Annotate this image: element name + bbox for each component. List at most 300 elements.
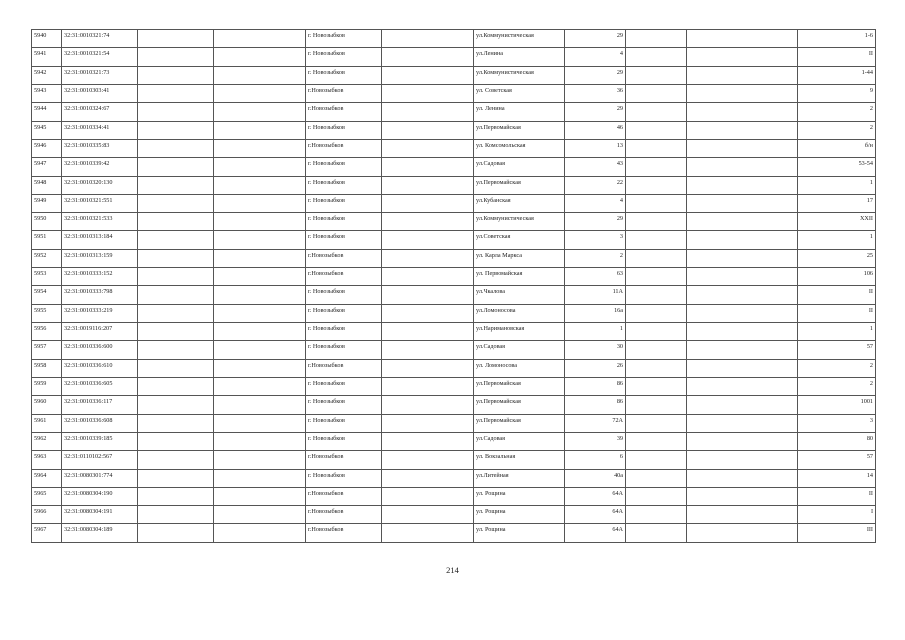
- cell-blank-col-4: [214, 341, 306, 359]
- cell-blank-col-4: [214, 377, 306, 395]
- cell-record-number: 5966: [32, 506, 62, 524]
- cell-street: ул.Коммунистическая: [474, 30, 565, 48]
- table-body: [32, 30, 876, 543]
- cell-blank-col-10: [687, 359, 798, 377]
- cell-blank-col-10: [687, 121, 798, 139]
- cell-blank-col-3: [138, 249, 214, 267]
- cell-cadastral-number: 32:31:0010339:42: [62, 158, 138, 176]
- cell-record-number: 5950: [32, 213, 62, 231]
- cell-blank-col-10: [687, 48, 798, 66]
- cell-blank-col-3: [138, 341, 214, 359]
- cell-house-number: 1: [565, 323, 626, 341]
- cell-settlement: г.Новозыбков: [306, 84, 382, 102]
- cell-blank-col-9: [626, 286, 687, 304]
- cell-settlement: г. Новозыбков: [306, 30, 382, 48]
- cell-blank-col-10: [687, 268, 798, 286]
- cell-record-number: 5941: [32, 48, 62, 66]
- cell-blank-col-10: [687, 66, 798, 84]
- cell-cadastral-number: 32:31:0010320:130: [62, 176, 138, 194]
- cell-settlement: г. Новозыбков: [306, 341, 382, 359]
- cell-blank-col-9: [626, 268, 687, 286]
- cell-house-number: 63: [565, 268, 626, 286]
- table-row: [32, 30, 876, 48]
- cell-premises-number: 1: [798, 231, 876, 249]
- cell-blank-col-9: [626, 158, 687, 176]
- cell-blank-col-6: [382, 139, 474, 157]
- cell-blank-col-9: [626, 469, 687, 487]
- cell-blank-col-9: [626, 194, 687, 212]
- cell-street: ул.Первомайская: [474, 176, 565, 194]
- cell-street: ул.Литейная: [474, 469, 565, 487]
- cell-record-number: 5962: [32, 432, 62, 450]
- cell-settlement: г. Новозыбков: [306, 194, 382, 212]
- cell-house-number: 29: [565, 30, 626, 48]
- cell-premises-number: 2: [798, 359, 876, 377]
- cell-premises-number: II: [798, 48, 876, 66]
- cell-record-number: 5963: [32, 451, 62, 469]
- cell-house-number: 22: [565, 176, 626, 194]
- cell-settlement: г. Новозыбков: [306, 304, 382, 322]
- cell-blank-col-9: [626, 377, 687, 395]
- cell-blank-col-3: [138, 158, 214, 176]
- cell-blank-col-4: [214, 524, 306, 543]
- table-row: [32, 231, 876, 249]
- cell-blank-col-9: [626, 121, 687, 139]
- cell-blank-col-4: [214, 84, 306, 102]
- cell-blank-col-6: [382, 30, 474, 48]
- cell-blank-col-10: [687, 414, 798, 432]
- cell-cadastral-number: 32:31:0080301:774: [62, 469, 138, 487]
- cell-house-number: 16а: [565, 304, 626, 322]
- cell-settlement: г. Новозыбков: [306, 231, 382, 249]
- cell-record-number: 5948: [32, 176, 62, 194]
- cell-blank-col-10: [687, 487, 798, 505]
- table-row: [32, 414, 876, 432]
- cell-settlement: г. Новозыбков: [306, 66, 382, 84]
- cell-blank-col-4: [214, 103, 306, 121]
- cell-house-number: 4: [565, 194, 626, 212]
- cell-cadastral-number: 32:31:0010313:184: [62, 231, 138, 249]
- cell-blank-col-6: [382, 341, 474, 359]
- cell-blank-col-9: [626, 66, 687, 84]
- cell-premises-number: II: [798, 286, 876, 304]
- cell-blank-col-4: [214, 268, 306, 286]
- cell-record-number: 5961: [32, 414, 62, 432]
- cell-blank-col-3: [138, 48, 214, 66]
- cell-blank-col-6: [382, 249, 474, 267]
- cell-record-number: 5942: [32, 66, 62, 84]
- cell-premises-number: 57: [798, 341, 876, 359]
- cell-blank-col-4: [214, 158, 306, 176]
- cell-cadastral-number: 32:31:0010321:533: [62, 213, 138, 231]
- cell-blank-col-4: [214, 359, 306, 377]
- cell-blank-col-9: [626, 524, 687, 543]
- table-row: [32, 359, 876, 377]
- cell-blank-col-6: [382, 176, 474, 194]
- cell-premises-number: 9: [798, 84, 876, 102]
- cell-premises-number: 106: [798, 268, 876, 286]
- cell-blank-col-6: [382, 304, 474, 322]
- cell-blank-col-3: [138, 121, 214, 139]
- cell-cadastral-number: 32:31:0010336:605: [62, 377, 138, 395]
- table-row: [32, 268, 876, 286]
- cell-blank-col-10: [687, 30, 798, 48]
- cell-house-number: 13: [565, 139, 626, 157]
- cell-blank-col-3: [138, 323, 214, 341]
- cell-premises-number: 1-6: [798, 30, 876, 48]
- cell-blank-col-6: [382, 121, 474, 139]
- cell-blank-col-10: [687, 249, 798, 267]
- cell-blank-col-3: [138, 469, 214, 487]
- cell-premises-number: 57: [798, 451, 876, 469]
- page-number: 214: [446, 565, 459, 575]
- cell-house-number: 86: [565, 396, 626, 414]
- cell-blank-col-10: [687, 506, 798, 524]
- cell-settlement: г. Новозыбков: [306, 121, 382, 139]
- cell-cadastral-number: 32:31:0010339:185: [62, 432, 138, 450]
- cell-settlement: г.Новозыбков: [306, 487, 382, 505]
- cell-blank-col-3: [138, 139, 214, 157]
- cell-premises-number: б/н: [798, 139, 876, 157]
- cell-blank-col-9: [626, 506, 687, 524]
- cell-record-number: 5951: [32, 231, 62, 249]
- cell-street: ул. Ленина: [474, 103, 565, 121]
- cell-blank-col-4: [214, 414, 306, 432]
- cell-record-number: 5956: [32, 323, 62, 341]
- cell-blank-col-9: [626, 414, 687, 432]
- cell-settlement: г.Новозыбков: [306, 451, 382, 469]
- table-row: [32, 341, 876, 359]
- cell-premises-number: II: [798, 487, 876, 505]
- table-row: [32, 506, 876, 524]
- cell-blank-col-6: [382, 396, 474, 414]
- cell-house-number: 3: [565, 231, 626, 249]
- cell-blank-col-10: [687, 304, 798, 322]
- cell-cadastral-number: 32:31:0080304:191: [62, 506, 138, 524]
- cell-record-number: 5954: [32, 286, 62, 304]
- cell-record-number: 5944: [32, 103, 62, 121]
- table-row: [32, 121, 876, 139]
- cell-street: ул.Садовая: [474, 341, 565, 359]
- cell-blank-col-9: [626, 30, 687, 48]
- cell-record-number: 5957: [32, 341, 62, 359]
- cell-settlement: г.Новозыбков: [306, 524, 382, 543]
- table-row: [32, 304, 876, 322]
- cell-blank-col-10: [687, 377, 798, 395]
- cell-blank-col-4: [214, 432, 306, 450]
- cell-premises-number: 1001: [798, 396, 876, 414]
- table-row: [32, 377, 876, 395]
- cell-blank-col-6: [382, 323, 474, 341]
- cell-blank-col-3: [138, 286, 214, 304]
- cell-cadastral-number: 32:31:0010321:54: [62, 48, 138, 66]
- cell-blank-col-6: [382, 377, 474, 395]
- cell-cadastral-number: 32:31:0010324:67: [62, 103, 138, 121]
- cell-blank-col-6: [382, 524, 474, 543]
- cell-blank-col-3: [138, 30, 214, 48]
- cell-premises-number: 53-54: [798, 158, 876, 176]
- cell-blank-col-10: [687, 213, 798, 231]
- table-row: [32, 249, 876, 267]
- cell-blank-col-6: [382, 103, 474, 121]
- cell-settlement: г.Новозыбков: [306, 139, 382, 157]
- cell-blank-col-9: [626, 451, 687, 469]
- cell-cadastral-number: 32:31:0010313:159: [62, 249, 138, 267]
- cell-blank-col-3: [138, 194, 214, 212]
- cell-street: ул.Чкалова: [474, 286, 565, 304]
- cell-blank-col-9: [626, 323, 687, 341]
- cell-premises-number: 1: [798, 323, 876, 341]
- cell-premises-number: II: [798, 304, 876, 322]
- cell-street: ул. Рощина: [474, 524, 565, 543]
- cell-record-number: 5960: [32, 396, 62, 414]
- cell-house-number: 46: [565, 121, 626, 139]
- cell-cadastral-number: 32:31:0010334:41: [62, 121, 138, 139]
- cell-blank-col-9: [626, 139, 687, 157]
- cell-blank-col-6: [382, 469, 474, 487]
- cell-blank-col-6: [382, 451, 474, 469]
- cell-blank-col-9: [626, 249, 687, 267]
- cell-settlement: г.Новозыбков: [306, 506, 382, 524]
- cell-settlement: г. Новозыбков: [306, 323, 382, 341]
- cell-blank-col-9: [626, 84, 687, 102]
- cell-blank-col-3: [138, 377, 214, 395]
- cell-blank-col-10: [687, 524, 798, 543]
- cell-blank-col-10: [687, 323, 798, 341]
- cell-blank-col-4: [214, 304, 306, 322]
- cell-settlement: г. Новозыбков: [306, 158, 382, 176]
- cell-blank-col-4: [214, 30, 306, 48]
- cell-blank-col-10: [687, 286, 798, 304]
- cell-blank-col-4: [214, 469, 306, 487]
- cell-cadastral-number: 32:31:0010333:219: [62, 304, 138, 322]
- cell-blank-col-6: [382, 359, 474, 377]
- table-row: [32, 139, 876, 157]
- cell-cadastral-number: 32:31:0010321:74: [62, 30, 138, 48]
- cell-cadastral-number: 32:31:0010335:83: [62, 139, 138, 157]
- cell-record-number: 5949: [32, 194, 62, 212]
- cell-blank-col-9: [626, 487, 687, 505]
- cell-blank-col-4: [214, 176, 306, 194]
- cell-record-number: 5967: [32, 524, 62, 543]
- cell-house-number: 36: [565, 84, 626, 102]
- cell-blank-col-3: [138, 213, 214, 231]
- table-row: [32, 469, 876, 487]
- cell-street: ул. Рощина: [474, 506, 565, 524]
- table-row: [32, 451, 876, 469]
- cell-cadastral-number: 32:31:0080304:189: [62, 524, 138, 543]
- cell-blank-col-6: [382, 213, 474, 231]
- cell-premises-number: 2: [798, 103, 876, 121]
- cell-blank-col-3: [138, 487, 214, 505]
- cell-blank-col-3: [138, 396, 214, 414]
- cell-blank-col-9: [626, 432, 687, 450]
- cell-blank-col-9: [626, 341, 687, 359]
- cell-record-number: 5955: [32, 304, 62, 322]
- cell-blank-col-4: [214, 48, 306, 66]
- cell-blank-col-6: [382, 231, 474, 249]
- table-row: [32, 176, 876, 194]
- cell-cadastral-number: 32:31:0010321:73: [62, 66, 138, 84]
- cell-street: ул.Первомайская: [474, 121, 565, 139]
- cell-blank-col-10: [687, 158, 798, 176]
- cell-street: ул. Первомайская: [474, 268, 565, 286]
- cell-cadastral-number: 32:31:0010336:610: [62, 359, 138, 377]
- cell-blank-col-4: [214, 506, 306, 524]
- cell-blank-col-6: [382, 506, 474, 524]
- cell-street: ул. Вокзальная: [474, 451, 565, 469]
- table-row: [32, 213, 876, 231]
- cell-blank-col-10: [687, 432, 798, 450]
- cell-premises-number: 2: [798, 377, 876, 395]
- register-table: [31, 29, 876, 543]
- table-row: [32, 396, 876, 414]
- cell-blank-col-3: [138, 304, 214, 322]
- cell-blank-col-4: [214, 213, 306, 231]
- cell-premises-number: 17: [798, 194, 876, 212]
- cell-blank-col-3: [138, 506, 214, 524]
- cell-blank-col-3: [138, 432, 214, 450]
- cell-street: ул.Садовая: [474, 158, 565, 176]
- cell-blank-col-6: [382, 194, 474, 212]
- cell-settlement: г.Новозыбков: [306, 268, 382, 286]
- cell-house-number: 11А: [565, 286, 626, 304]
- cell-blank-col-3: [138, 84, 214, 102]
- cell-blank-col-6: [382, 432, 474, 450]
- cell-cadastral-number: 32:31:0010321:551: [62, 194, 138, 212]
- cell-settlement: г.Новозыбков: [306, 103, 382, 121]
- cell-blank-col-6: [382, 66, 474, 84]
- cell-blank-col-9: [626, 396, 687, 414]
- cell-street: ул. Комсомольская: [474, 139, 565, 157]
- cell-house-number: 29: [565, 66, 626, 84]
- table-row: [32, 524, 876, 543]
- cell-settlement: г. Новозыбков: [306, 396, 382, 414]
- cell-record-number: 5947: [32, 158, 62, 176]
- cell-blank-col-3: [138, 66, 214, 84]
- cell-street: ул.Первомайская: [474, 414, 565, 432]
- table-row: [32, 487, 876, 505]
- cell-record-number: 5959: [32, 377, 62, 395]
- cell-blank-col-4: [214, 323, 306, 341]
- cell-record-number: 5953: [32, 268, 62, 286]
- cell-cadastral-number: 32:31:0080304:190: [62, 487, 138, 505]
- cell-blank-col-10: [687, 341, 798, 359]
- cell-record-number: 5946: [32, 139, 62, 157]
- cell-blank-col-4: [214, 139, 306, 157]
- cell-house-number: 64А: [565, 487, 626, 505]
- table-row: [32, 432, 876, 450]
- cell-record-number: 5964: [32, 469, 62, 487]
- cell-settlement: г.Новозыбков: [306, 359, 382, 377]
- cell-house-number: 39: [565, 432, 626, 450]
- table-row: [32, 286, 876, 304]
- cell-premises-number: XXII: [798, 213, 876, 231]
- cell-premises-number: 80: [798, 432, 876, 450]
- cell-record-number: 5945: [32, 121, 62, 139]
- cell-premises-number: 25: [798, 249, 876, 267]
- cell-premises-number: 14: [798, 469, 876, 487]
- cell-cadastral-number: 32:31:0010333:152: [62, 268, 138, 286]
- cell-blank-col-10: [687, 451, 798, 469]
- table-row: [32, 323, 876, 341]
- cell-blank-col-3: [138, 359, 214, 377]
- cell-blank-col-10: [687, 103, 798, 121]
- cell-premises-number: 1-44: [798, 66, 876, 84]
- cell-street: ул.Ломоносова: [474, 304, 565, 322]
- table-row: [32, 194, 876, 212]
- table-row: [32, 66, 876, 84]
- cell-house-number: 86: [565, 377, 626, 395]
- cell-house-number: 43: [565, 158, 626, 176]
- table-row: [32, 48, 876, 66]
- cell-blank-col-9: [626, 176, 687, 194]
- cell-blank-col-3: [138, 231, 214, 249]
- cell-blank-col-9: [626, 103, 687, 121]
- table-row: [32, 158, 876, 176]
- cell-blank-col-3: [138, 103, 214, 121]
- cell-record-number: 5952: [32, 249, 62, 267]
- cell-blank-col-4: [214, 194, 306, 212]
- cell-settlement: г. Новозыбков: [306, 469, 382, 487]
- cell-street: ул.Коммунистическая: [474, 66, 565, 84]
- cell-street: ул.Советская: [474, 231, 565, 249]
- cell-street: ул. Карла Маркса: [474, 249, 565, 267]
- cell-street: ул.Ленина: [474, 48, 565, 66]
- cell-house-number: 2: [565, 249, 626, 267]
- cell-blank-col-9: [626, 231, 687, 249]
- cell-record-number: 5958: [32, 359, 62, 377]
- cell-blank-col-10: [687, 84, 798, 102]
- cell-blank-col-3: [138, 451, 214, 469]
- cell-settlement: г. Новозыбков: [306, 432, 382, 450]
- table-row: [32, 84, 876, 102]
- cell-blank-col-9: [626, 359, 687, 377]
- cell-house-number: 4: [565, 48, 626, 66]
- cell-blank-col-10: [687, 469, 798, 487]
- cell-blank-col-10: [687, 194, 798, 212]
- cell-premises-number: 3: [798, 414, 876, 432]
- cell-house-number: 26: [565, 359, 626, 377]
- cell-blank-col-6: [382, 48, 474, 66]
- cell-blank-col-6: [382, 487, 474, 505]
- cell-blank-col-3: [138, 176, 214, 194]
- cell-street: ул. Рощина: [474, 487, 565, 505]
- cell-house-number: 29: [565, 213, 626, 231]
- cell-blank-col-4: [214, 286, 306, 304]
- cell-settlement: г. Новозыбков: [306, 286, 382, 304]
- cell-premises-number: III: [798, 524, 876, 543]
- cell-street: ул.Первомайская: [474, 396, 565, 414]
- cell-settlement: г. Новозыбков: [306, 377, 382, 395]
- cell-house-number: 64А: [565, 524, 626, 543]
- cell-street: ул.Первомайская: [474, 377, 565, 395]
- cell-blank-col-4: [214, 231, 306, 249]
- cell-house-number: 64А: [565, 506, 626, 524]
- cell-cadastral-number: 32:31:0010333:798: [62, 286, 138, 304]
- cell-street: ул.Наримановская: [474, 323, 565, 341]
- cell-blank-col-10: [687, 176, 798, 194]
- cell-street: ул. Советская: [474, 84, 565, 102]
- cell-house-number: 30: [565, 341, 626, 359]
- cell-premises-number: 2: [798, 121, 876, 139]
- cell-record-number: 5965: [32, 487, 62, 505]
- cell-blank-col-4: [214, 66, 306, 84]
- cell-settlement: г.Новозыбков: [306, 249, 382, 267]
- cell-street: ул. Ломоносова: [474, 359, 565, 377]
- cell-settlement: г. Новозыбков: [306, 48, 382, 66]
- cell-house-number: 72А: [565, 414, 626, 432]
